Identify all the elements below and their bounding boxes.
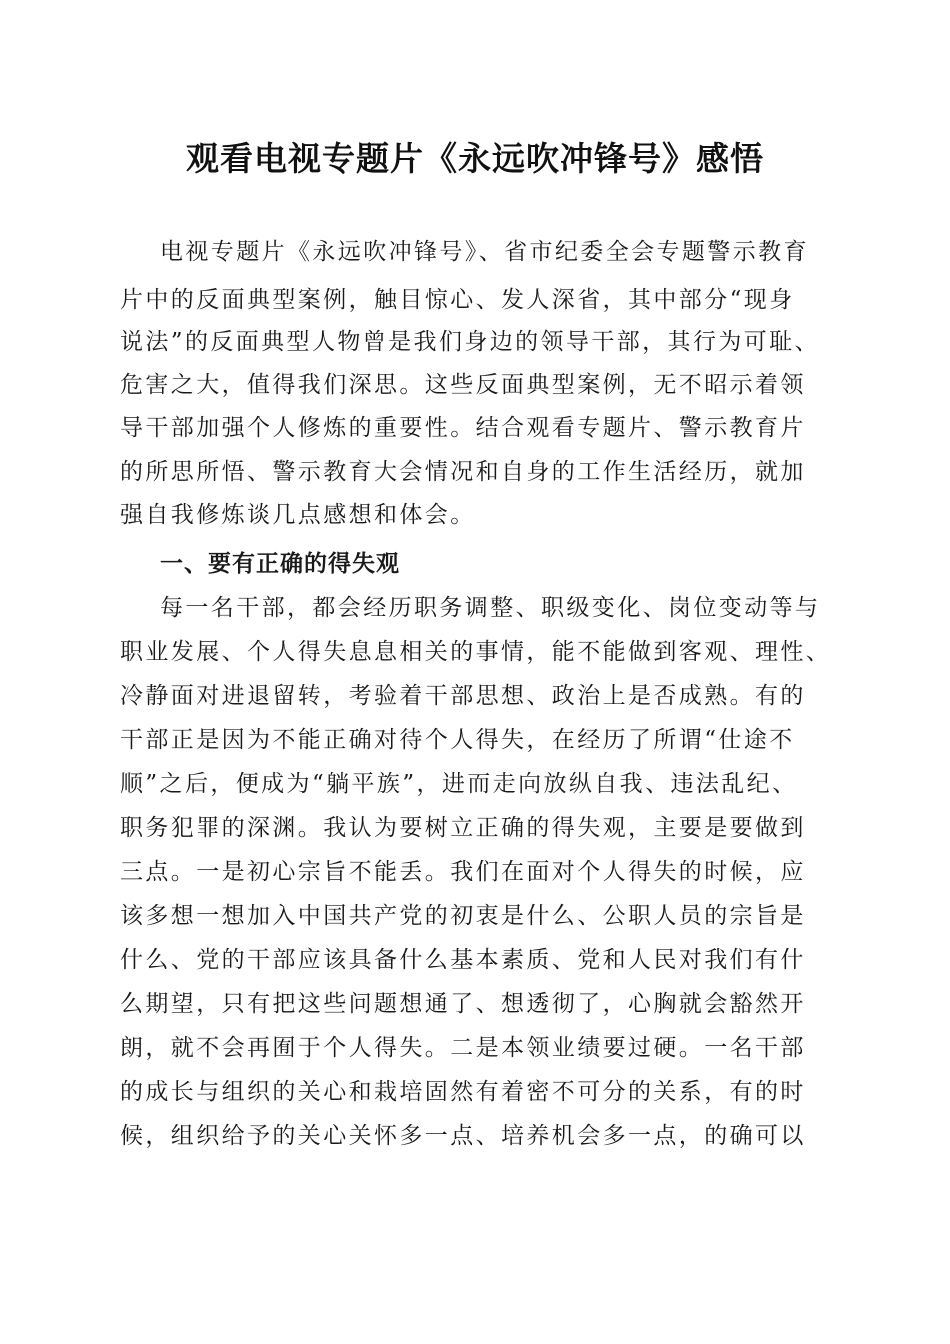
- body-line: 顺”之后，便成为“躺平族”，进而走向放纵自我、违法乱纪、: [120, 771, 798, 797]
- body-line: 冷静面对进退留转，考验着干部思想、政治上是否成熟。有的: [120, 683, 806, 709]
- body-line: 职务犯罪的深渊。我认为要树立正确的得失观，主要是要做到: [120, 815, 806, 841]
- body-line: 说法”的反面典型人物曾是我们身边的领导干部，其行为可耻、: [120, 329, 820, 355]
- body-line: 的所思所悟、警示教育大会情况和自身的工作生活经历，就加: [120, 459, 806, 485]
- body-line: 干部正是因为不能正确对待个人得失，在经历了所谓“仕途不: [120, 727, 795, 753]
- body-line: 职业发展、个人得失息息相关的事情，能不能做到客观、理性、: [120, 639, 832, 665]
- body-line: 强自我修炼谈几点感想和体会。: [120, 502, 476, 528]
- body-line: 该多想一想加入中国共产党的初衷是什么、公职人员的宗旨是: [120, 903, 806, 929]
- body-line: 候，组织给予的关心关怀多一点、培养机会多一点，的确可以: [120, 1123, 806, 1149]
- body-line: 么期望，只有把这些问题想通了、想透彻了，心胸就会豁然开: [120, 991, 806, 1017]
- body-line: 电视专题片《永远吹冲锋号》、省市纪委全会专题警示教育: [160, 239, 809, 265]
- section-heading: 一、要有正确的得失观: [160, 551, 400, 577]
- body-line: 朗，就不会再囿于个人得失。二是本领业绩要过硬。一名干部: [120, 1035, 806, 1061]
- body-line: 三点。一是初心宗旨不能丢。我们在面对个人得失的时候，应: [120, 859, 806, 885]
- body-line: 危害之大，值得我们深思。这些反面典型案例，无不昭示着领: [120, 372, 806, 398]
- body-line: 片中的反面典型案例，触目惊心、发人深省，其中部分“现身: [120, 287, 795, 313]
- body-line: 什么、党的干部应该具备什么基本素质、党和人民对我们有什: [120, 947, 806, 973]
- body-line: 每一名干部，都会经历职务调整、职级变化、岗位变动等与: [160, 595, 821, 621]
- document-title: 观看电视专题片《永远吹冲锋号》感悟: [186, 139, 764, 178]
- body-line: 的成长与组织的关心和栽培固然有着密不可分的关系，有的时: [120, 1079, 806, 1105]
- body-line: 导干部加强个人修炼的重要性。结合观看专题片、警示教育片: [120, 415, 806, 441]
